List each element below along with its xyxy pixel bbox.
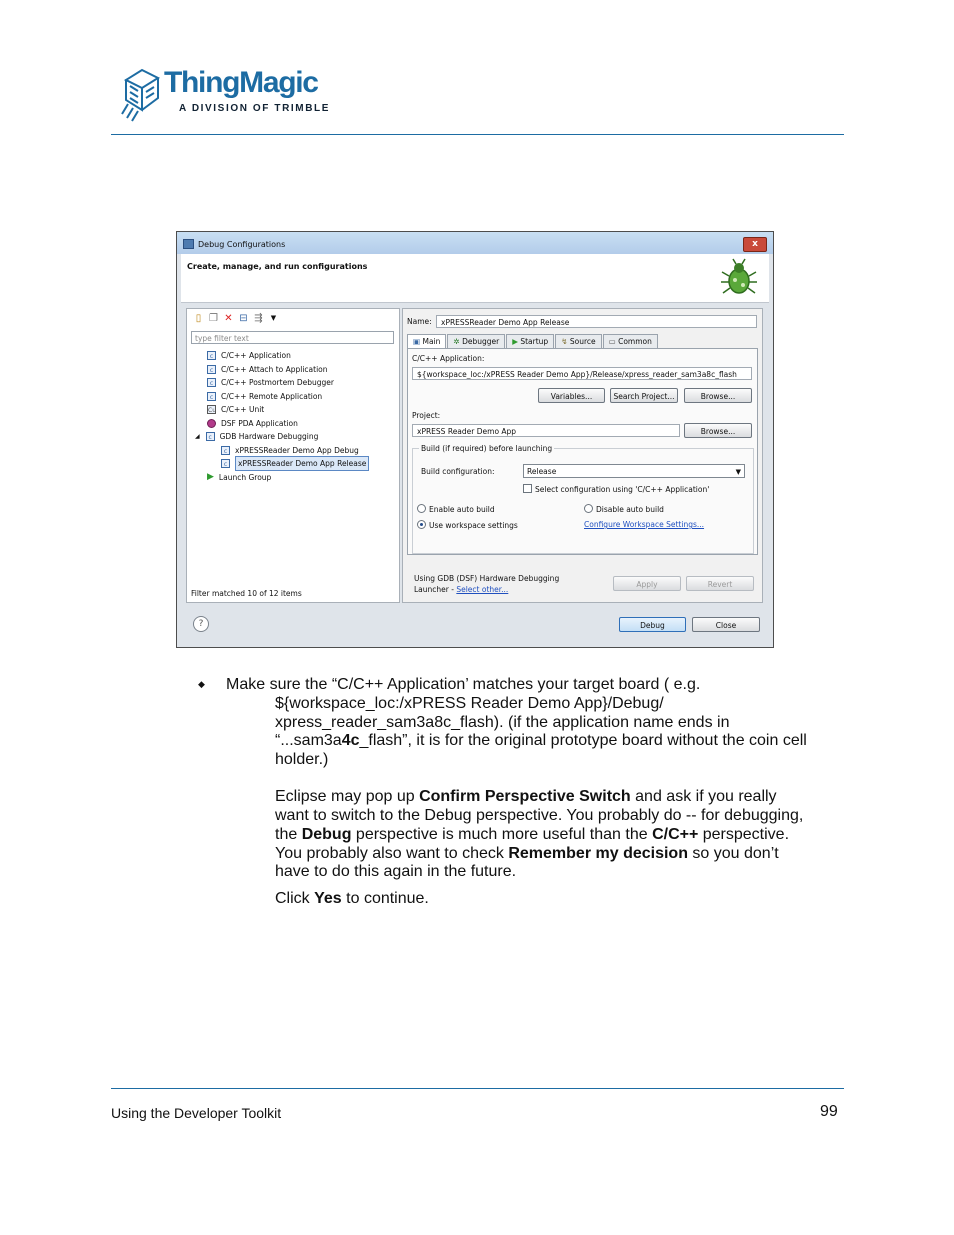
- apply-button[interactable]: Apply: [613, 576, 681, 591]
- bullet-icon: ◆: [198, 679, 205, 689]
- tree-item[interactable]: Cu C/C++ Unit: [208, 405, 265, 414]
- cunit-icon: Cu: [208, 407, 216, 414]
- app-label: C/C++ Application:: [412, 354, 485, 363]
- dialog-banner: [181, 254, 769, 303]
- para2-line4: You probably also want to check Remember my decision so you don’t: [275, 845, 779, 862]
- c-app-icon: c: [221, 446, 230, 455]
- project-label: Project:: [412, 411, 441, 420]
- select-other-link[interactable]: Select other...: [456, 585, 509, 594]
- dsf-icon: [207, 419, 216, 428]
- brand-division: A DIVISION OF TRIMBLE: [179, 103, 331, 114]
- config-tabs: [407, 334, 659, 348]
- build-group: [412, 444, 754, 554]
- radio-icon: [584, 504, 593, 513]
- revert-button[interactable]: Revert: [686, 576, 754, 591]
- filter-icon[interactable]: ⇶: [254, 313, 263, 324]
- name-label: Name:: [407, 317, 432, 326]
- browse-app-button[interactable]: Browse...: [684, 388, 752, 403]
- common-tab-icon: ▭: [608, 337, 619, 346]
- para2-line3: the Debug perspective is much more useful than the C/C++ perspective.: [275, 826, 790, 843]
- c-app-icon: c: [207, 351, 216, 360]
- radio-icon: [417, 504, 426, 513]
- para2-line1: Eclipse may pop up Confirm Perspective Switch and ask if you really: [275, 788, 777, 805]
- para1-line5: holder.): [275, 751, 329, 768]
- new-config-icon[interactable]: ▯: [195, 313, 202, 324]
- disable-auto-build-radio[interactable]: Disable auto build: [584, 504, 664, 514]
- tree-item[interactable]: c C/C++ Postmortem Debugger: [207, 376, 334, 389]
- project-field[interactable]: xPRESS Reader Demo App: [412, 424, 680, 437]
- para1-line2: ${workspace_loc:/xPRESS Reader Demo App}/Debug/: [275, 695, 664, 712]
- source-tab-icon: ↯: [561, 337, 570, 346]
- tree-item[interactable]: c C/C++ Attach to Application: [207, 363, 328, 376]
- para1-line4: “...sam3a4c_flash”, it is for the original prototype board without the coin cell: [275, 732, 807, 749]
- eclipse-window-icon: [183, 239, 194, 249]
- c-app-icon: c: [207, 365, 216, 374]
- startup-tab-icon: ▶: [512, 337, 521, 346]
- tree-item[interactable]: c xPRESSReader Demo App Debug: [221, 444, 359, 457]
- filter-status: Filter matched 10 of 12 items: [191, 589, 302, 598]
- tree-item[interactable]: c C/C++ Remote Application: [207, 390, 322, 403]
- debug-configurations-dialog: [176, 231, 774, 648]
- tree-item[interactable]: DSF PDA Application: [207, 417, 298, 430]
- app-field[interactable]: ${workspace_loc:/xPRESS Reader Demo App}/Release/xpress_reader_sam3a8c_flash: [412, 367, 752, 380]
- para1-line1: Make sure the “C/C++ Application’ matches your target board ( e.g.: [226, 676, 701, 693]
- duplicate-icon[interactable]: ❐: [209, 313, 218, 324]
- tab-main[interactable]: ▣ Main: [407, 334, 446, 348]
- dialog-title: Debug Configurations: [198, 240, 286, 249]
- variables-button[interactable]: Variables...: [538, 388, 605, 403]
- c-app-icon: c: [221, 459, 230, 468]
- para2-line5: have to do this again in the future.: [275, 863, 517, 880]
- para1-line3: xpress_reader_sam3a8c_flash). (if the application name ends in: [275, 714, 730, 731]
- launcher-line: Launcher - Select other...: [414, 585, 509, 594]
- radio-selected-icon: [417, 520, 426, 529]
- checkbox-icon: [523, 484, 532, 493]
- dialog-titlebar: [177, 232, 773, 254]
- tree-toolbar: [193, 313, 279, 325]
- debug-button[interactable]: Debug: [619, 617, 686, 632]
- search-project-button[interactable]: Search Project...: [610, 388, 678, 403]
- close-icon[interactable]: x: [743, 237, 767, 252]
- brand-name: ThingMagic: [164, 66, 318, 99]
- build-config-select[interactable]: Release ▼: [523, 464, 745, 478]
- name-field[interactable]: xPRESSReader Demo App Release: [436, 315, 757, 328]
- thingmagic-logo-icon: [118, 64, 164, 122]
- configure-workspace-link[interactable]: Configure Workspace Settings...: [584, 520, 705, 529]
- help-icon[interactable]: ?: [193, 616, 209, 632]
- chevron-down-icon: ▼: [735, 468, 741, 476]
- tree-item[interactable]: c C/C++ Application: [207, 349, 291, 362]
- launch-icon: ▶: [207, 472, 214, 482]
- config-tree-panel: [186, 308, 400, 603]
- filter-input[interactable]: type filter text: [191, 331, 394, 344]
- enable-auto-build-radio[interactable]: Enable auto build: [417, 504, 495, 514]
- using-launcher-text: Using GDB (DSF) Hardware Debugging: [414, 574, 560, 583]
- footer-rule: [111, 1088, 844, 1089]
- page-number: 99: [820, 1103, 838, 1120]
- chevron-down-icon[interactable]: ▼: [270, 314, 277, 322]
- delete-icon[interactable]: ✕: [224, 313, 233, 324]
- c-app-icon: c: [207, 392, 216, 401]
- tab-common[interactable]: ▭ Common: [603, 334, 658, 348]
- build-group-label: Build (if required) before launching: [421, 444, 553, 453]
- tree-item[interactable]: ▶ Launch Group: [207, 472, 272, 482]
- collapse-icon[interactable]: ⊟: [239, 313, 248, 324]
- config-editor-panel: [402, 308, 763, 603]
- para2-line2: want to switch to the Debug perspective. You probably do -- for debugging,: [275, 807, 804, 824]
- footer-section: Using the Developer Toolkit: [111, 1105, 282, 1121]
- tab-startup[interactable]: ▶ Startup: [506, 334, 554, 348]
- browse-project-button[interactable]: Browse...: [684, 423, 752, 438]
- tab-source[interactable]: ↯ Source: [555, 334, 601, 348]
- main-tab-body: [407, 348, 758, 555]
- tree-item-expanded[interactable]: ◢ c GDB Hardware Debugging: [195, 432, 319, 441]
- expand-arrow-icon: ◢: [195, 433, 200, 440]
- use-workspace-radio[interactable]: Use workspace settings: [417, 520, 518, 530]
- c-app-icon: c: [207, 378, 216, 387]
- debugger-tab-icon: ✲: [453, 337, 463, 346]
- tab-debugger[interactable]: ✲ Debugger: [447, 334, 505, 348]
- para3: Click Yes to continue.: [275, 890, 429, 907]
- tree-item-selected[interactable]: c xPRESSReader Demo App Release: [221, 457, 369, 470]
- banner-text: Create, manage, and run configurations: [187, 262, 368, 271]
- header-rule: [111, 134, 844, 135]
- close-button[interactable]: Close: [692, 617, 760, 632]
- c-app-icon: c: [206, 432, 215, 441]
- main-tab-icon: ▣: [413, 337, 423, 346]
- build-config-label: Build configuration:: [421, 467, 495, 476]
- debug-bug-icon: [719, 258, 759, 298]
- select-config-checkbox[interactable]: Select configuration using 'C/C++ Application': [523, 484, 709, 494]
